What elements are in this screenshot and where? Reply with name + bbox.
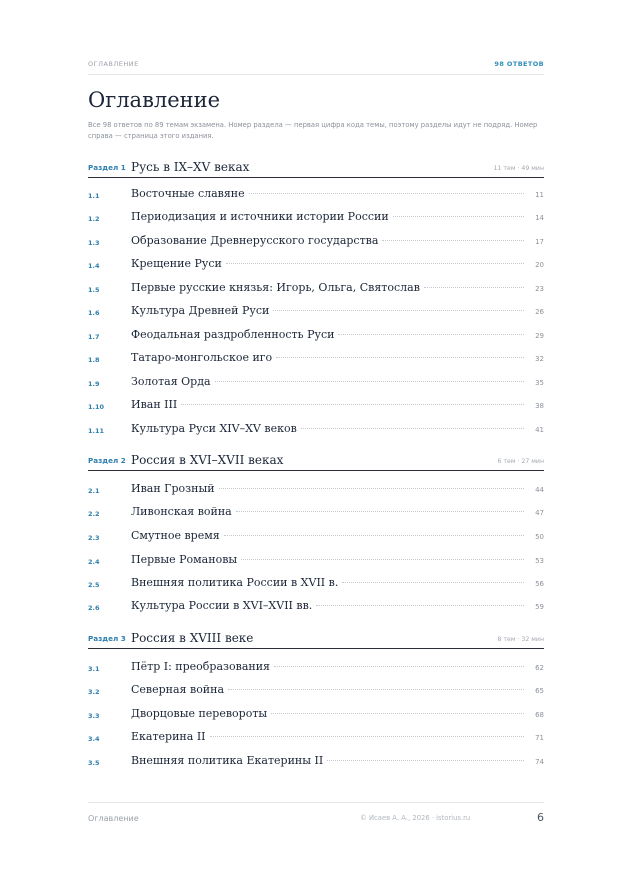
page-number: 6 — [537, 811, 544, 824]
dot-leader — [316, 605, 524, 606]
entry-page: 32 — [535, 355, 544, 363]
entry-page: 65 — [535, 687, 544, 695]
toc-entry[interactable] — [88, 281, 544, 297]
entry-title: Северная война — [131, 683, 225, 696]
entry-title: Крещение Руси — [131, 257, 222, 270]
section-title: Россия в XVI–XVII веках — [131, 453, 284, 467]
footer-section-name: Оглавление — [88, 814, 139, 823]
entry-page: 41 — [535, 426, 544, 434]
toc-entry[interactable] — [88, 683, 544, 699]
toc-entry[interactable] — [88, 210, 544, 226]
entry-number: 3.3 — [88, 712, 100, 720]
entry-title: Иван Грозный — [131, 482, 215, 495]
entry-title: Иван III — [131, 398, 178, 411]
section-title: Русь в IX–XV веках — [131, 160, 250, 174]
entry-page: 50 — [535, 533, 544, 541]
entry-page: 14 — [535, 214, 544, 222]
footer-copyright: © Исаев А. А., 2026 · istorius.ru — [360, 814, 471, 822]
entry-page: 68 — [535, 711, 544, 719]
toc-entry[interactable] — [88, 754, 544, 770]
entry-title: Культура России в XVI–XVII вв. — [131, 599, 313, 612]
toc-entry[interactable] — [88, 482, 544, 498]
toc-entry[interactable] — [88, 422, 544, 438]
toc-entry[interactable] — [88, 351, 544, 367]
entry-number: 1.10 — [88, 403, 105, 411]
entry-number: 1.5 — [88, 286, 100, 294]
entry-page: 47 — [535, 509, 544, 517]
dot-leader — [301, 428, 524, 429]
running-header — [88, 60, 544, 75]
toc-entry[interactable] — [88, 328, 544, 344]
section-meta: 8 тем · 32 мин — [497, 636, 544, 643]
dot-leader — [210, 736, 524, 737]
dot-leader — [228, 689, 524, 690]
entry-number: 1.2 — [88, 215, 100, 223]
dot-leader — [424, 287, 524, 288]
entry-title: Первые русские князья: Игорь, Ольга, Святослав — [131, 281, 420, 294]
entry-number: 3.1 — [88, 665, 100, 673]
intro-text: Все 98 ответов по 89 темам экзамена. Номер раздела — первая цифра кода темы, поэтому разделы идут не подряд. Номер справа — страница этого издания. — [88, 121, 538, 140]
entry-title: Смутное время — [131, 529, 220, 542]
entry-title: Культура Руси XIV–XV веков — [131, 422, 297, 435]
entry-number: 1.8 — [88, 356, 100, 364]
entry-title: Первые Романовы — [131, 553, 238, 566]
section-header-2 — [88, 453, 544, 471]
toc-entry[interactable] — [88, 234, 544, 250]
entry-number: 2.3 — [88, 534, 100, 542]
entry-title: Дворцовые перевороты — [131, 707, 268, 720]
section-label: Раздел 3 — [88, 634, 126, 643]
section-meta: 6 тем · 27 мин — [497, 458, 544, 465]
entry-title: Золотая Орда — [131, 375, 211, 388]
entry-number: 1.7 — [88, 333, 100, 341]
toc-page — [88, 0, 544, 878]
entry-page: 38 — [535, 402, 544, 410]
entry-title: Восточные славяне — [131, 187, 245, 200]
dot-leader — [224, 535, 524, 536]
entry-number: 3.5 — [88, 759, 100, 767]
toc-entry[interactable] — [88, 398, 544, 414]
dot-leader — [338, 334, 524, 335]
section-title: Россия в XVIII веке — [131, 631, 254, 645]
entry-number: 2.2 — [88, 510, 100, 518]
entry-title: Периодизация и источники истории России — [131, 210, 389, 223]
dot-leader — [181, 404, 524, 405]
entry-page: 59 — [535, 603, 544, 611]
dot-leader — [274, 666, 524, 667]
entry-number: 3.2 — [88, 688, 100, 696]
dot-leader — [271, 713, 524, 714]
entry-page: 44 — [535, 486, 544, 494]
entry-page: 74 — [535, 758, 544, 766]
toc-entry[interactable] — [88, 553, 544, 569]
entry-title: Екатерина II — [131, 730, 206, 743]
entry-number: 1.11 — [88, 427, 105, 435]
dot-leader — [393, 216, 524, 217]
entry-page: 35 — [535, 379, 544, 387]
dot-leader — [226, 263, 524, 264]
entry-page: 71 — [535, 734, 544, 742]
entry-page: 29 — [535, 332, 544, 340]
toc-entry[interactable] — [88, 599, 544, 615]
section-label: Раздел 1 — [88, 163, 126, 172]
toc-entry[interactable] — [88, 375, 544, 391]
toc-entry[interactable] — [88, 707, 544, 723]
dot-leader — [327, 760, 524, 761]
section-header-1 — [88, 160, 544, 178]
entry-number: 1.3 — [88, 239, 100, 247]
toc-entry[interactable] — [88, 529, 544, 545]
entry-page: 56 — [535, 580, 544, 588]
page-title: Оглавление — [88, 88, 221, 112]
toc-entry[interactable] — [88, 187, 544, 203]
entry-number: 1.9 — [88, 380, 100, 388]
entry-number: 1.1 — [88, 192, 100, 200]
toc-entry[interactable] — [88, 304, 544, 320]
entry-page: 17 — [535, 238, 544, 246]
entry-number: 2.4 — [88, 558, 100, 566]
section-meta: 11 тем · 49 мин — [493, 165, 544, 172]
dot-leader — [342, 582, 524, 583]
entry-title: Культура Древней Руси — [131, 304, 270, 317]
section-header-3 — [88, 631, 544, 649]
entry-page: 11 — [535, 191, 544, 199]
page-footer — [88, 802, 544, 827]
dot-leader — [273, 310, 524, 311]
toc-entry[interactable] — [88, 576, 544, 592]
entry-title: Ливонская война — [131, 505, 232, 518]
dot-leader — [215, 381, 524, 382]
entry-title: Феодальная раздробленность Руси — [131, 328, 335, 341]
entry-number: 2.1 — [88, 487, 100, 495]
dot-leader — [382, 240, 524, 241]
entry-title: Татаро-монгольское иго — [131, 351, 273, 364]
entry-number: 2.6 — [88, 604, 100, 612]
dot-leader — [219, 488, 524, 489]
entry-page: 23 — [535, 285, 544, 293]
answers-count: 98 ОТВЕТОВ — [494, 60, 544, 68]
toc-entry[interactable] — [88, 505, 544, 521]
toc-entry[interactable] — [88, 660, 544, 676]
entry-page: 26 — [535, 308, 544, 316]
section-label: Раздел 2 — [88, 456, 126, 465]
entry-title: Внешняя политика России в XVII в. — [131, 576, 339, 589]
dot-leader — [276, 357, 524, 358]
entry-page: 20 — [535, 261, 544, 269]
entry-title: Внешняя политика Екатерины II — [131, 754, 324, 767]
entry-title: Образование Древнерусского государства — [131, 234, 379, 247]
toc-entry[interactable] — [88, 730, 544, 746]
entry-number: 1.6 — [88, 309, 100, 317]
entry-number: 3.4 — [88, 735, 100, 743]
toc-entry[interactable] — [88, 257, 544, 273]
running-header-title: ОГЛАВЛЕНИЕ — [88, 60, 139, 68]
dot-leader — [241, 559, 524, 560]
entry-page: 53 — [535, 557, 544, 565]
dot-leader — [236, 511, 524, 512]
entry-number: 1.4 — [88, 262, 100, 270]
entry-page: 62 — [535, 664, 544, 672]
entry-number: 2.5 — [88, 581, 100, 589]
entry-title: Пётр I: преобразования — [131, 660, 270, 673]
dot-leader — [249, 193, 524, 194]
